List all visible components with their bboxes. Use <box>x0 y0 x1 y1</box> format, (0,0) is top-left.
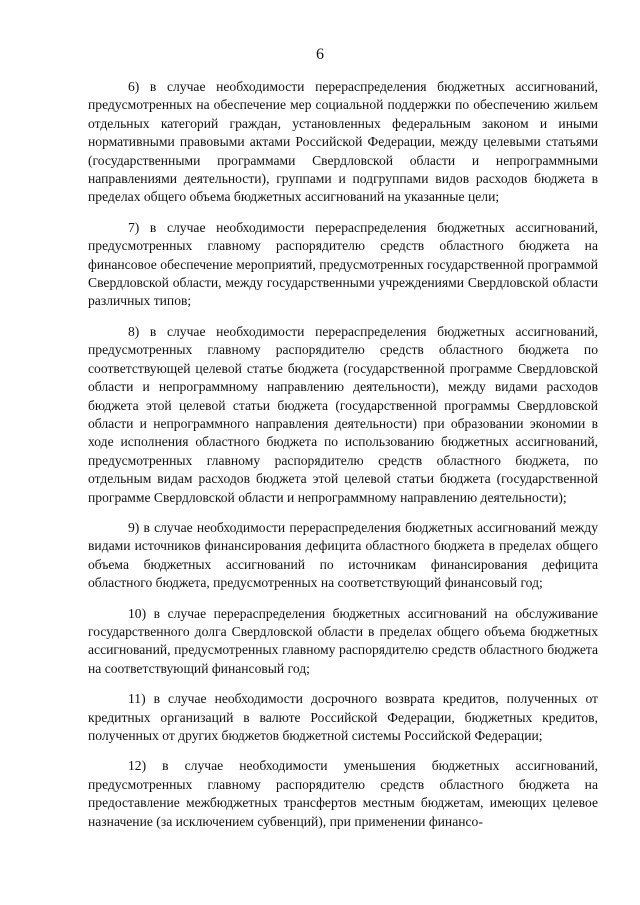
document-body <box>88 78 598 843</box>
page-number: 6 <box>316 46 324 63</box>
paragraph-8: 8) в случае необходимости перераспределения бюджетных ассигнований, предусмотренных главному распорядителю средств областного бюджета по соответствующей целевой статье бюджета (государственной программе Свердловской области и непрограммному направлению деятельности), между видами расходов бюджета этой целевой статьи бюджета (государственной программы Свердловской области и непрограммного направления деятельности) при образовании экономии в ходе исполнения областного бюджета по использованию бюджетных ассигнований, предусмотренных главному распорядителю средств областного бюджета, по отдельным видам расходов бюджета этой целевой статьи бюджета (государственной программе Свердловской области и непрограммному направлению деятельности); <box>88 323 598 505</box>
paragraph-7: 7) в случае необходимости перераспределения бюджетных ассигнований, предусмотренных главному распорядителю средств областного бюджета на финансовое обеспечение мероприятий, предусмотренных государственной программой Свердловской области, между государственными учреждениями Свердловской области различных типов; <box>88 219 598 309</box>
paragraph-11: 11) в случае необходимости досрочного возврата кредитов, полученных от кредитных организаций в валюте Российской Федерации, бюджетных кредитов, полученных от других бюджетов бюджетной системы Российской Федерации; <box>88 691 598 743</box>
paragraph-9: 9) в случае необходимости перераспределения бюджетных ассигнований между видами источников финансирования дефицита областного бюджета в пределах общего объема бюджетных ассигнований по источникам финансирования дефицита областного бюджета, предусмотренных на соответствующий финансовый год; <box>88 519 598 591</box>
paragraph-10: 10) в случае перераспределения бюджетных ассигнований на обслуживание государственного долга Свердловской области в пределах общего объема бюджетных ассигнований, предусмотренных главному распорядителю средств областного бюджета на соответствующий финансовый год; <box>88 605 598 676</box>
paragraph-12: 12) в случае необходимости уменьшения бюджетных ассигнований, предусмотренных главному распорядителю средств областного бюджета на предоставление межбюджетных трансфертов местным бюджетам, имеющих целевое назначение (за исключением субвенций), при применении финансо- <box>88 758 598 829</box>
paragraph-6: 6) в случае необходимости перераспределения бюджетных ассигнований, предусмотренных на обеспечение мер социальной поддержки по обеспечению жильем отдельных категорий граждан, установленных федеральным законом и иными нормативными правовыми актами Российской Федерации, между целевыми статьями (государственными программами Свердловской области и непрограммными направлениями деятельности), группами и подгруппами видов расходов бюджета в пределах общего объема бюджетных ассигнований на указанные цели; <box>88 79 598 205</box>
